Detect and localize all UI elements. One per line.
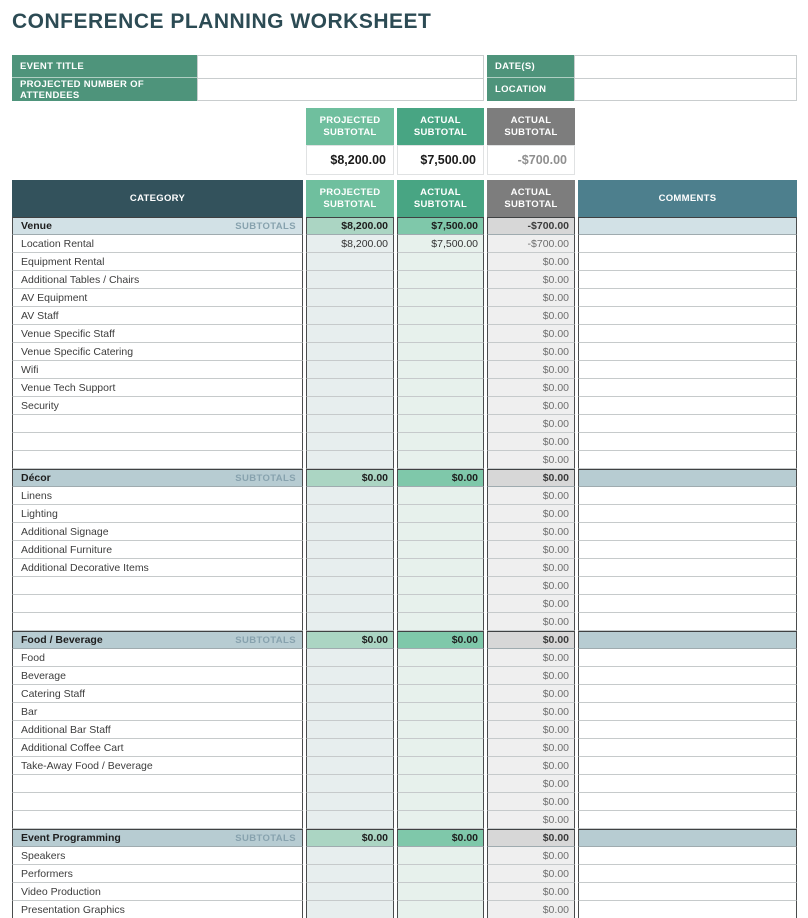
category-cell[interactable]: Speakers — [12, 847, 303, 865]
actual-cell[interactable] — [397, 361, 484, 379]
actual-cell[interactable] — [397, 847, 484, 865]
difference-column-header: ACTUAL SUBTOTAL — [487, 180, 575, 217]
category-cell[interactable]: Additional Coffee Cart — [12, 739, 303, 757]
category-column-header: CATEGORY — [12, 180, 303, 217]
projected-cell[interactable] — [306, 379, 394, 397]
comments-cell[interactable] — [578, 379, 797, 397]
actual-cell[interactable] — [397, 793, 484, 811]
projected-cell[interactable] — [306, 775, 394, 793]
difference-cell[interactable]: $0.00 — [487, 253, 575, 271]
actual-cell[interactable] — [397, 703, 484, 721]
table-row — [12, 361, 797, 379]
category-cell[interactable]: Linens — [12, 487, 303, 505]
event-info-section — [12, 55, 797, 101]
projected-cell[interactable] — [306, 415, 394, 433]
actual-cell[interactable]: $7,500.00 — [397, 235, 484, 253]
table-row — [12, 541, 797, 559]
difference-cell[interactable]: $0.00 — [487, 415, 575, 433]
table-row — [12, 883, 797, 901]
section-actual-subtotal[interactable]: $0.00 — [397, 829, 484, 847]
actual-cell[interactable] — [397, 541, 484, 559]
category-cell[interactable]: Venue Specific Catering — [12, 343, 303, 361]
projected-cell[interactable] — [306, 595, 394, 613]
projected-cell[interactable] — [306, 433, 394, 451]
actual-cell[interactable] — [397, 685, 484, 703]
difference-cell[interactable]: $0.00 — [487, 793, 575, 811]
comments-cell[interactable] — [578, 901, 797, 918]
table-row — [12, 343, 797, 361]
actual-cell[interactable] — [397, 577, 484, 595]
difference-cell[interactable]: $0.00 — [487, 685, 575, 703]
projected-column-header: PROJECTED SUBTOTAL — [306, 180, 394, 217]
comments-cell[interactable] — [578, 523, 797, 541]
category-cell[interactable]: AV Equipment — [12, 289, 303, 307]
projected-cell[interactable] — [306, 577, 394, 595]
projected-cell[interactable] — [306, 613, 394, 631]
difference-cell[interactable]: $0.00 — [487, 901, 575, 918]
table-header-row — [12, 180, 797, 217]
section-actual-subtotal[interactable]: $0.00 — [397, 469, 484, 487]
attendees-label: PROJECTED NUMBER OF ATTENDEES — [12, 78, 197, 101]
category-cell[interactable]: Additional Bar Staff — [12, 721, 303, 739]
difference-cell[interactable]: -$700.00 — [487, 235, 575, 253]
difference-cell[interactable]: $0.00 — [487, 775, 575, 793]
projected-cell[interactable] — [306, 361, 394, 379]
category-cell[interactable] — [12, 577, 303, 595]
comments-cell[interactable] — [578, 721, 797, 739]
projected-cell[interactable] — [306, 649, 394, 667]
section-name: Venue — [21, 220, 52, 232]
projected-cell[interactable] — [306, 685, 394, 703]
table-row — [12, 811, 797, 829]
comments-cell[interactable] — [578, 451, 797, 469]
actual-cell[interactable] — [397, 901, 484, 918]
category-cell[interactable]: Catering Staff — [12, 685, 303, 703]
projected-cell[interactable] — [306, 559, 394, 577]
difference-cell[interactable]: $0.00 — [487, 721, 575, 739]
table-row — [12, 325, 797, 343]
category-cell[interactable]: Performers — [12, 865, 303, 883]
category-cell[interactable]: Location Rental — [12, 235, 303, 253]
section-comments-cell[interactable] — [578, 631, 797, 649]
category-cell[interactable]: AV Staff — [12, 307, 303, 325]
table-row — [12, 487, 797, 505]
section-projected-subtotal[interactable]: $0.00 — [306, 631, 394, 649]
difference-cell[interactable]: $0.00 — [487, 847, 575, 865]
table-row — [12, 901, 797, 918]
event-title-label: EVENT TITLE — [12, 55, 197, 78]
category-cell[interactable] — [12, 451, 303, 469]
comments-cell[interactable] — [578, 703, 797, 721]
table-row — [12, 775, 797, 793]
actual-cell[interactable] — [397, 883, 484, 901]
event-title-input[interactable] — [197, 55, 484, 78]
actual-cell[interactable] — [397, 379, 484, 397]
difference-cell[interactable]: $0.00 — [487, 361, 575, 379]
table-row — [12, 613, 797, 631]
section-projected-subtotal[interactable]: $8,200.00 — [306, 217, 394, 235]
section-row — [12, 829, 797, 847]
subtotals-label: SUBTOTALS — [235, 634, 296, 646]
comments-cell[interactable] — [578, 667, 797, 685]
dates-input[interactable] — [574, 55, 797, 78]
difference-cell[interactable]: $0.00 — [487, 379, 575, 397]
section-row — [12, 217, 797, 235]
projected-cell[interactable] — [306, 757, 394, 775]
projected-cell[interactable] — [306, 289, 394, 307]
section-name: Event Programming — [21, 832, 121, 844]
category-cell[interactable]: Presentation Graphics — [12, 901, 303, 918]
category-cell[interactable]: Take-Away Food / Beverage — [12, 757, 303, 775]
difference-cell[interactable]: $0.00 — [487, 667, 575, 685]
section-comments-cell[interactable] — [578, 829, 797, 847]
comments-cell[interactable] — [578, 775, 797, 793]
difference-cell[interactable]: $0.00 — [487, 811, 575, 829]
section-difference-subtotal[interactable]: $0.00 — [487, 469, 575, 487]
category-cell[interactable] — [12, 793, 303, 811]
section-projected-subtotal[interactable]: $0.00 — [306, 469, 394, 487]
projected-cell[interactable] — [306, 523, 394, 541]
category-cell[interactable]: Food — [12, 649, 303, 667]
table-row — [12, 739, 797, 757]
section-comments-cell[interactable] — [578, 469, 797, 487]
summary-difference-value[interactable]: -$700.00 — [487, 145, 575, 175]
actual-cell[interactable] — [397, 559, 484, 577]
projected-cell[interactable] — [306, 865, 394, 883]
table-row — [12, 289, 797, 307]
projected-cell[interactable] — [306, 739, 394, 757]
projected-cell[interactable] — [306, 811, 394, 829]
actual-cell[interactable] — [397, 667, 484, 685]
category-cell[interactable]: Security — [12, 397, 303, 415]
category-cell[interactable] — [12, 775, 303, 793]
category-cell[interactable]: Wifi — [12, 361, 303, 379]
actual-cell[interactable] — [397, 775, 484, 793]
table-row — [12, 793, 797, 811]
section-difference-subtotal[interactable]: -$700.00 — [487, 217, 575, 235]
actual-column-header: ACTUAL SUBTOTAL — [397, 180, 484, 217]
attendees-input[interactable] — [197, 78, 484, 101]
actual-cell[interactable] — [397, 811, 484, 829]
difference-cell[interactable]: $0.00 — [487, 883, 575, 901]
projected-cell[interactable]: $8,200.00 — [306, 235, 394, 253]
projected-cell[interactable] — [306, 541, 394, 559]
actual-cell[interactable] — [397, 595, 484, 613]
page-title: CONFERENCE PLANNING WORKSHEET — [12, 10, 432, 33]
comments-cell[interactable] — [578, 325, 797, 343]
summary-difference-header: ACTUAL SUBTOTAL — [487, 108, 575, 145]
comments-cell[interactable] — [578, 793, 797, 811]
table-row — [12, 379, 797, 397]
section-comments-cell[interactable] — [578, 217, 797, 235]
projected-cell[interactable] — [306, 901, 394, 918]
difference-cell[interactable]: $0.00 — [487, 739, 575, 757]
category-cell[interactable]: Venue Tech Support — [12, 379, 303, 397]
summary-projected-header: PROJECTED SUBTOTAL — [306, 108, 394, 145]
projected-cell[interactable] — [306, 451, 394, 469]
comments-cell[interactable] — [578, 343, 797, 361]
projected-cell[interactable] — [306, 721, 394, 739]
table-row — [12, 235, 797, 253]
table-row — [12, 307, 797, 325]
table-row — [12, 847, 797, 865]
section-actual-subtotal[interactable]: $0.00 — [397, 631, 484, 649]
comments-cell[interactable] — [578, 613, 797, 631]
section-name: Food / Beverage — [21, 634, 103, 646]
difference-cell[interactable]: $0.00 — [487, 271, 575, 289]
section-difference-subtotal[interactable]: $0.00 — [487, 631, 575, 649]
location-input[interactable] — [574, 78, 797, 101]
table-body — [12, 217, 797, 918]
table-row — [12, 523, 797, 541]
category-cell[interactable]: Additional Furniture — [12, 541, 303, 559]
comments-cell[interactable] — [578, 595, 797, 613]
table-row — [12, 721, 797, 739]
category-cell[interactable] — [12, 433, 303, 451]
projected-cell[interactable] — [306, 847, 394, 865]
difference-cell[interactable]: $0.00 — [487, 523, 575, 541]
table-row — [12, 253, 797, 271]
projected-cell[interactable] — [306, 703, 394, 721]
actual-cell[interactable] — [397, 343, 484, 361]
section-actual-subtotal[interactable]: $7,500.00 — [397, 217, 484, 235]
section-name-cell[interactable] — [12, 829, 303, 847]
difference-cell[interactable]: $0.00 — [487, 577, 575, 595]
table-row — [12, 433, 797, 451]
summary-section — [306, 108, 797, 175]
projected-cell[interactable] — [306, 793, 394, 811]
actual-cell[interactable] — [397, 289, 484, 307]
comments-cell[interactable] — [578, 541, 797, 559]
category-cell[interactable]: Equipment Rental — [12, 253, 303, 271]
actual-cell[interactable] — [397, 613, 484, 631]
comments-cell[interactable] — [578, 685, 797, 703]
comments-cell[interactable] — [578, 271, 797, 289]
table-row — [12, 595, 797, 613]
category-cell[interactable]: Lighting — [12, 505, 303, 523]
comments-cell[interactable] — [578, 559, 797, 577]
section-difference-subtotal[interactable]: $0.00 — [487, 829, 575, 847]
table-row — [12, 865, 797, 883]
table-row — [12, 451, 797, 469]
comments-cell[interactable] — [578, 289, 797, 307]
budget-table — [12, 180, 797, 918]
category-cell[interactable]: Beverage — [12, 667, 303, 685]
comments-cell[interactable] — [578, 397, 797, 415]
category-cell[interactable]: Additional Decorative Items — [12, 559, 303, 577]
difference-cell[interactable]: $0.00 — [487, 613, 575, 631]
section-name-cell[interactable] — [12, 631, 303, 649]
comments-cell[interactable] — [578, 361, 797, 379]
comments-cell[interactable] — [578, 847, 797, 865]
comments-cell[interactable] — [578, 757, 797, 775]
section-name: Décor — [21, 472, 51, 484]
projected-cell[interactable] — [306, 253, 394, 271]
comments-cell[interactable] — [578, 577, 797, 595]
table-row — [12, 649, 797, 667]
projected-cell[interactable] — [306, 271, 394, 289]
actual-cell[interactable] — [397, 451, 484, 469]
comments-cell[interactable] — [578, 865, 797, 883]
difference-cell[interactable]: $0.00 — [487, 541, 575, 559]
projected-cell[interactable] — [306, 343, 394, 361]
comments-cell[interactable] — [578, 505, 797, 523]
difference-cell[interactable]: $0.00 — [487, 487, 575, 505]
actual-cell[interactable] — [397, 523, 484, 541]
actual-cell[interactable] — [397, 739, 484, 757]
difference-cell[interactable]: $0.00 — [487, 649, 575, 667]
difference-cell[interactable]: $0.00 — [487, 505, 575, 523]
location-label: LOCATION — [487, 78, 574, 101]
actual-cell[interactable] — [397, 253, 484, 271]
category-cell[interactable] — [12, 595, 303, 613]
actual-cell[interactable] — [397, 505, 484, 523]
category-cell[interactable] — [12, 811, 303, 829]
difference-cell[interactable]: $0.00 — [487, 307, 575, 325]
actual-cell[interactable] — [397, 433, 484, 451]
actual-cell[interactable] — [397, 397, 484, 415]
table-row — [12, 703, 797, 721]
table-row — [12, 757, 797, 775]
summary-projected-value[interactable]: $8,200.00 — [306, 145, 394, 175]
table-row — [12, 415, 797, 433]
table-row — [12, 559, 797, 577]
actual-cell[interactable] — [397, 649, 484, 667]
difference-cell[interactable]: $0.00 — [487, 289, 575, 307]
table-row — [12, 271, 797, 289]
category-cell[interactable] — [12, 613, 303, 631]
table-row — [12, 397, 797, 415]
comments-cell[interactable] — [578, 433, 797, 451]
difference-cell[interactable]: $0.00 — [487, 865, 575, 883]
actual-cell[interactable] — [397, 487, 484, 505]
table-row — [12, 667, 797, 685]
actual-cell[interactable] — [397, 307, 484, 325]
comments-cell[interactable] — [578, 487, 797, 505]
comments-column-header: COMMENTS — [578, 180, 797, 217]
difference-cell[interactable]: $0.00 — [487, 325, 575, 343]
comments-cell[interactable] — [578, 415, 797, 433]
actual-cell[interactable] — [397, 721, 484, 739]
actual-cell[interactable] — [397, 415, 484, 433]
projected-cell[interactable] — [306, 667, 394, 685]
difference-cell[interactable]: $0.00 — [487, 451, 575, 469]
comments-cell[interactable] — [578, 739, 797, 757]
table-row — [12, 685, 797, 703]
section-name-cell[interactable] — [12, 469, 303, 487]
actual-cell[interactable] — [397, 757, 484, 775]
category-cell[interactable]: Additional Tables / Chairs — [12, 271, 303, 289]
section-name-cell[interactable] — [12, 217, 303, 235]
projected-cell[interactable] — [306, 505, 394, 523]
section-projected-subtotal[interactable]: $0.00 — [306, 829, 394, 847]
summary-actual-header: ACTUAL SUBTOTAL — [397, 108, 484, 145]
difference-cell[interactable]: $0.00 — [487, 703, 575, 721]
comments-cell[interactable] — [578, 235, 797, 253]
category-cell[interactable]: Venue Specific Staff — [12, 325, 303, 343]
projected-cell[interactable] — [306, 487, 394, 505]
comments-cell[interactable] — [578, 307, 797, 325]
dates-label: DATE(S) — [487, 55, 574, 78]
comments-cell[interactable] — [578, 883, 797, 901]
projected-cell[interactable] — [306, 397, 394, 415]
category-cell[interactable]: Video Production — [12, 883, 303, 901]
category-cell[interactable]: Bar — [12, 703, 303, 721]
projected-cell[interactable] — [306, 325, 394, 343]
subtotals-label: SUBTOTALS — [235, 472, 296, 484]
actual-cell[interactable] — [397, 325, 484, 343]
section-row — [12, 469, 797, 487]
section-row — [12, 631, 797, 649]
comments-cell[interactable] — [578, 811, 797, 829]
difference-cell[interactable]: $0.00 — [487, 433, 575, 451]
difference-cell[interactable]: $0.00 — [487, 595, 575, 613]
table-row — [12, 505, 797, 523]
difference-cell[interactable]: $0.00 — [487, 397, 575, 415]
projected-cell[interactable] — [306, 307, 394, 325]
category-cell[interactable] — [12, 415, 303, 433]
difference-cell[interactable]: $0.00 — [487, 343, 575, 361]
comments-cell[interactable] — [578, 253, 797, 271]
projected-cell[interactable] — [306, 883, 394, 901]
category-cell[interactable]: Additional Signage — [12, 523, 303, 541]
difference-cell[interactable]: $0.00 — [487, 757, 575, 775]
actual-cell[interactable] — [397, 271, 484, 289]
table-row — [12, 577, 797, 595]
subtotals-label: SUBTOTALS — [235, 220, 296, 232]
summary-actual-value[interactable]: $7,500.00 — [397, 145, 484, 175]
comments-cell[interactable] — [578, 649, 797, 667]
difference-cell[interactable]: $0.00 — [487, 559, 575, 577]
subtotals-label: SUBTOTALS — [235, 832, 296, 844]
actual-cell[interactable] — [397, 865, 484, 883]
